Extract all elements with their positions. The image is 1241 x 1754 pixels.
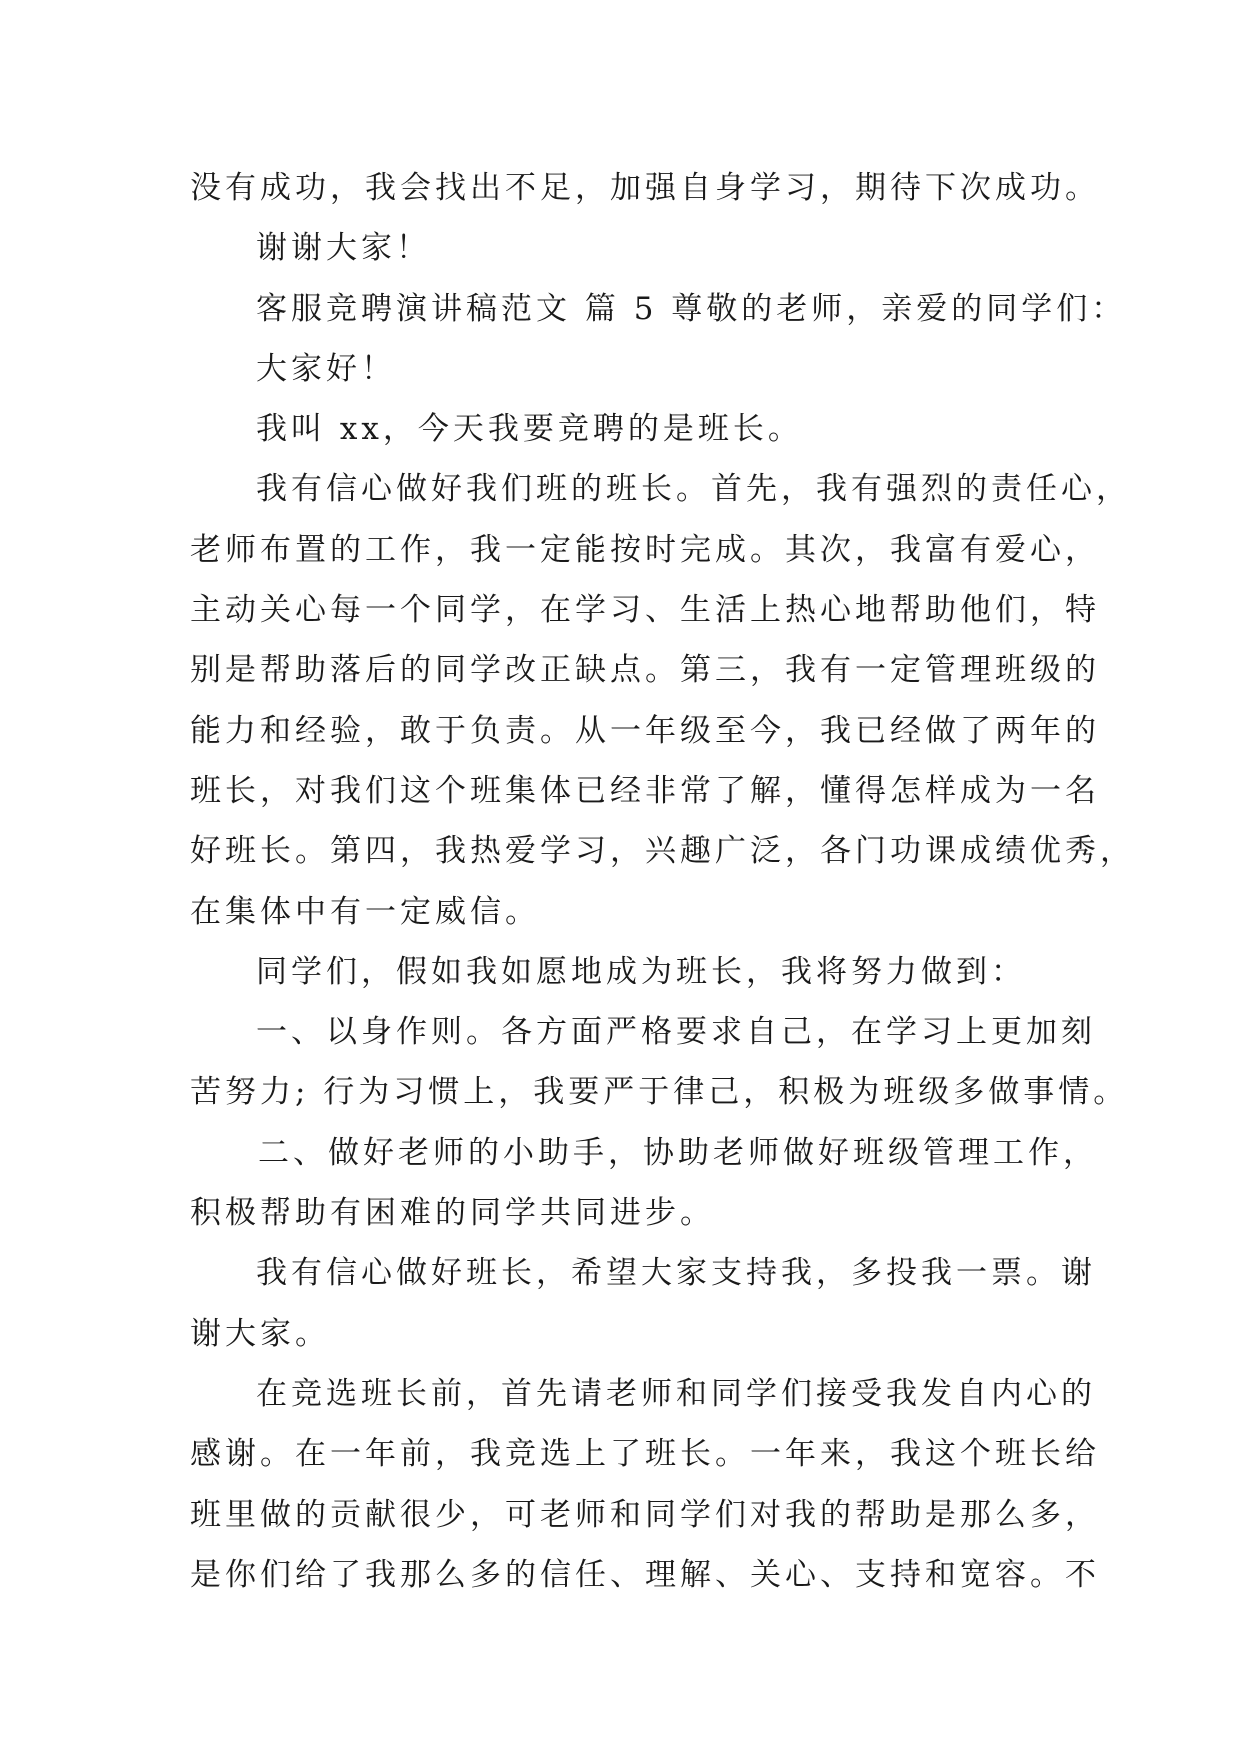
text-line: 在竞选班长前，首先请老师和同学们接受我发自内心的 <box>256 1375 1096 1412</box>
text-line: 同学们，假如我如愿地成为班长，我将努力做到： <box>256 953 1026 990</box>
text-line: 能力和经验，敢于负责。从一年级至今，我已经做了两年的 <box>190 712 1100 749</box>
text-line: 我叫 xx，今天我要竞聘的是班长。 <box>256 411 803 448</box>
text-line: 在集体中有一定威信。 <box>190 893 540 930</box>
text-line: 大家好！ <box>256 350 396 387</box>
text-line: 别是帮助落后的同学改正缺点。第三，我有一定管理班级的 <box>190 652 1100 689</box>
text-line: 班里做的贡献很少，可老师和同学们对我的帮助是那么多， <box>190 1496 1100 1533</box>
section-heading-line: 客服竞聘演讲稿范文 篇 5 尊敬的老师，亲爱的同学们： <box>256 290 1127 327</box>
text-line: 主动关心每一个同学，在学习、生活上热心地帮助他们，特 <box>190 592 1100 629</box>
text-line: 好班长。第四，我热爱学习，兴趣广泛，各门功课成绩优秀， <box>190 833 1135 870</box>
text-line: 班长，对我们这个班集体已经非常了解，懂得怎样成为一名 <box>190 772 1100 809</box>
text-line: 二、做好老师的小助手，协助老师做好班级管理工作， <box>258 1134 1098 1171</box>
text-line: 苦努力; 行为习惯上，我要严于律己，积极为班级多做事情。 <box>190 1074 1129 1111</box>
text-line: 是你们给了我那么多的信任、理解、关心、支持和宽容。不 <box>190 1556 1100 1593</box>
text-line: 一、以身作则。各方面严格要求自己，在学习上更加刻 <box>256 1014 1096 1051</box>
text-line: 老师布置的工作，我一定能按时完成。其次，我富有爱心， <box>190 531 1100 568</box>
document-body <box>190 158 1135 1605</box>
text-line: 我有信心做好我们班的班长。首先，我有强烈的责任心， <box>256 471 1131 508</box>
text-line: 我有信心做好班长，希望大家支持我，多投我一票。谢 <box>256 1255 1096 1292</box>
text-line: 谢大家。 <box>190 1315 330 1352</box>
text-line: 谢谢大家！ <box>256 230 431 267</box>
text-line: 感谢。在一年前，我竞选上了班长。一年来，我这个班长给 <box>190 1436 1100 1473</box>
text-line: 没有成功，我会找出不足，加强自身学习，期待下次成功。 <box>190 170 1100 206</box>
text-line: 积极帮助有困难的同学共同进步。 <box>190 1195 715 1232</box>
